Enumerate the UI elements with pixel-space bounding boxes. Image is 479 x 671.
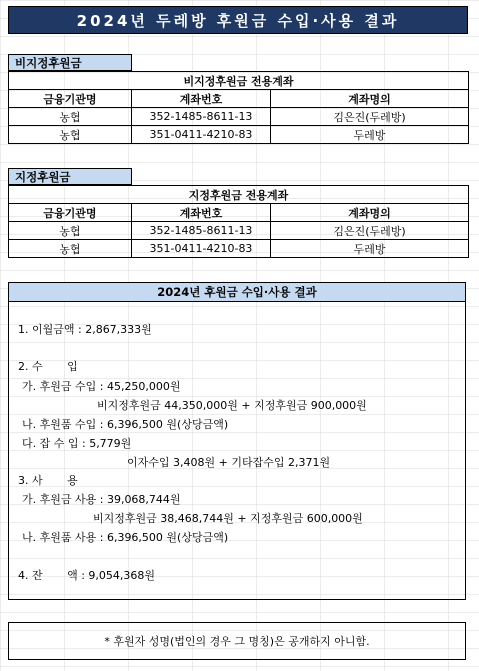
cell-account-holder: 두레방: [271, 126, 469, 144]
donation-income-breakdown: 비지정후원금 44,350,000원 + 지정후원금 900,000원: [97, 399, 367, 412]
account-table-designated: [8, 185, 469, 258]
cell-account-number: 352-1485-8611-13: [132, 222, 271, 240]
donation-expense-breakdown: 비지정후원금 38,468,744원 + 지정후원금 600,000원: [93, 512, 363, 525]
page-title: 2024년 두레방 후원금 수입·사용 결과: [8, 6, 468, 34]
result-heading: 2024년 후원금 수입·사용 결과: [9, 283, 465, 302]
column-header-bank: 금융기관명: [9, 90, 132, 108]
result-box: [8, 282, 466, 600]
section-label-designated: 지정후원금: [8, 168, 132, 185]
misc-income-line: 다. 잡 수 입 : 5,779원: [22, 437, 132, 450]
table-caption: 지정후원금 전용계좌: [9, 186, 469, 204]
income-heading: 2. 수 입: [18, 360, 78, 373]
cell-account-holder: 두레방: [271, 240, 469, 258]
donation-expense-line: 가. 후원금 사용 : 39,068,744원: [22, 493, 181, 506]
table-row: [9, 108, 469, 126]
section-label-nondesignated: 비지정후원금: [8, 54, 132, 71]
goods-income-line: 나. 후원품 수입 : 6,396,500 원(상당금액): [22, 418, 229, 431]
footnote: * 후원자 성명(법인의 경우 그 명칭)은 공개하지 아니함.: [8, 622, 466, 660]
cell-account-holder: 김은진(두레방): [271, 222, 469, 240]
cell-account-holder: 김은진(두레방): [271, 108, 469, 126]
account-table-nondesignated: [8, 71, 469, 144]
column-header-account-holder: 계좌명의: [271, 90, 469, 108]
cell-bank: 농협: [9, 108, 132, 126]
cell-account-number: 352-1485-8611-13: [132, 108, 271, 126]
table-caption: 비지정후원금 전용계좌: [9, 72, 469, 90]
column-header-account-number: 계좌번호: [132, 90, 271, 108]
column-header-bank: 금융기관명: [9, 204, 132, 222]
column-header-account-number: 계좌번호: [132, 204, 271, 222]
table-row: [9, 126, 469, 144]
table-row: [9, 222, 469, 240]
column-header-account-holder: 계좌명의: [271, 204, 469, 222]
cell-bank: 농협: [9, 222, 132, 240]
donation-income-line: 가. 후원금 수입 : 45,250,000원: [22, 380, 181, 393]
cell-account-number: 351-0411-4210-83: [132, 240, 271, 258]
misc-income-breakdown: 이자수입 3,408원 + 기타잡수입 2,371원: [127, 456, 331, 469]
cell-bank: 농협: [9, 126, 132, 144]
cell-bank: 농협: [9, 240, 132, 258]
table-row: [9, 240, 469, 258]
expense-heading: 3. 사 용: [18, 474, 78, 487]
goods-expense-line: 나. 후원품 사용 : 6,396,500 원(상당금액): [22, 531, 229, 544]
balance-line: 4. 잔 액 : 9,054,368원: [18, 569, 156, 582]
carryover-line: 1. 이월금액 : 2,867,333원: [18, 323, 152, 336]
cell-account-number: 351-0411-4210-83: [132, 126, 271, 144]
